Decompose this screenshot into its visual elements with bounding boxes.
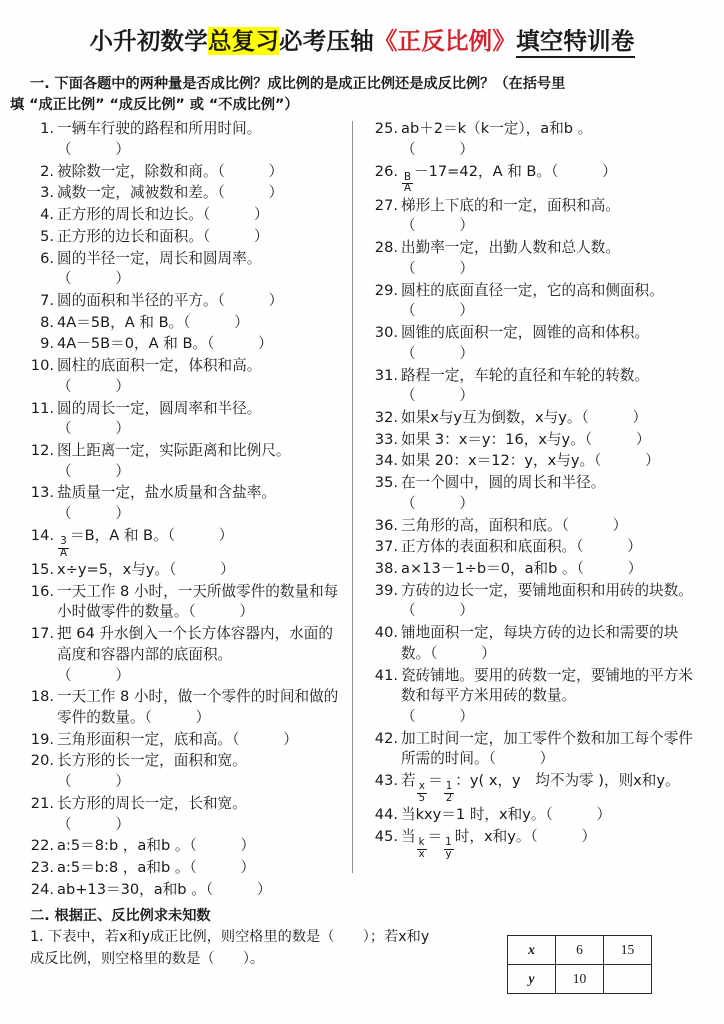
question-body <box>57 227 344 248</box>
fraction-numerator: B <box>404 171 412 183</box>
fraction-denominator: A <box>404 183 411 195</box>
question-number: 21. <box>30 794 54 812</box>
question-number: 31. <box>374 366 398 384</box>
question-text: 圆的周长一定，圆周率和半径。 <box>57 399 262 417</box>
question-body <box>57 483 344 524</box>
question-item <box>30 356 344 397</box>
section2-q1-line1: 1. 下表中，若x和y成正比例，则空格里的数是（ ）；若x和y <box>30 929 430 946</box>
question-item <box>374 666 704 728</box>
question-number: 45. <box>374 828 398 845</box>
question-body <box>401 729 704 770</box>
section2 <box>0 905 724 994</box>
question-body <box>57 313 344 334</box>
question-text: 加工时间一定，加工零件个数和加工每个零件所需的时间。（ ） <box>401 729 693 768</box>
question-item <box>30 162 344 183</box>
question-item <box>374 623 704 664</box>
question-body <box>401 162 704 195</box>
question-body <box>401 516 704 537</box>
question-text: 当kxy＝1 时，x和y。（ ） <box>401 806 612 824</box>
question-text: ab＋2＝k（k一定），a和b 。 <box>401 120 593 138</box>
question-item <box>374 729 704 770</box>
question-number: 35. <box>374 474 398 492</box>
question-number: 29. <box>374 281 398 299</box>
question-text: 4A＝5B，A 和 B。（ ） <box>57 313 249 331</box>
answer-parenthesis: （ ） <box>57 140 130 158</box>
question-number: 6. <box>40 249 54 267</box>
question-text: ＝B，A 和 B。（ ） <box>70 526 234 544</box>
question-item <box>374 771 704 804</box>
question-body <box>57 162 344 183</box>
question-text: 时，x和y。（ ） <box>454 828 597 845</box>
question-number: 19. <box>30 730 54 748</box>
question-body <box>57 687 344 728</box>
question-text: 路程一定，车轮的直径和车轮的转数。 <box>401 366 650 384</box>
question-text: 4A－5B＝0，A 和 B。（ ） <box>57 335 273 353</box>
question-body <box>57 526 344 559</box>
question-number: 39. <box>374 581 398 599</box>
answer-parenthesis: （ ） <box>401 387 474 405</box>
title-red-topic: 《正反比例》 <box>373 27 517 55</box>
question-text: 如果 20：x＝12：y，x与y。（ ） <box>401 452 660 470</box>
question-body <box>401 666 704 728</box>
question-body <box>401 581 704 622</box>
question-text: 把 64 升水倒入一个长方体容器内，水面的高度和容器内部的底面积。 <box>57 625 333 663</box>
question-text: 出勤率一定，出勤人数和总人数。 <box>401 239 620 257</box>
question-number: 12. <box>30 441 54 459</box>
question-item <box>30 205 344 226</box>
question-number: 37. <box>374 538 398 556</box>
question-text: 正方体的表面积和底面积。（ ） <box>401 538 642 556</box>
question-text: 圆锥的底面积一定，圆锥的高和体积。 <box>401 324 650 342</box>
questions-columns <box>0 119 724 901</box>
question-body <box>57 582 344 623</box>
question-number: 20. <box>30 752 54 770</box>
question-body <box>401 451 704 472</box>
fraction <box>444 782 455 804</box>
fraction <box>402 173 413 195</box>
section1-heading <box>0 74 724 115</box>
question-number: 42. <box>374 729 398 747</box>
question-body <box>57 751 344 792</box>
question-number: 5. <box>40 227 54 245</box>
question-item <box>374 516 704 537</box>
table-row-header: x <box>508 936 556 965</box>
table-cell: 15 <box>604 936 652 965</box>
question-body <box>401 323 704 364</box>
section2-heading: 二. 根据正、反比例求未知数 <box>30 908 211 925</box>
question-number: 7. <box>40 291 54 309</box>
question-text: 盐质量一定，盐水质量和含盐率。 <box>57 484 276 502</box>
question-body <box>401 281 704 322</box>
question-item <box>374 805 704 826</box>
question-text: x÷y=5，x与y。（ ） <box>57 560 235 578</box>
fraction-denominator: A <box>60 547 67 559</box>
question-item <box>374 323 704 364</box>
question-body <box>401 238 704 279</box>
question-text: 正方形的周长和边长。（ ） <box>57 206 269 224</box>
question-number: 2. <box>40 162 54 180</box>
question-item <box>30 249 344 290</box>
question-number: 13. <box>30 484 54 502</box>
title-part2: 必考压轴 <box>279 27 374 55</box>
table-cell <box>604 965 652 994</box>
section2-q1-line2: 成反比例，则空格里的数是（ ）。 <box>30 950 265 967</box>
question-item <box>374 162 704 195</box>
question-body <box>57 624 344 686</box>
question-number: 9. <box>40 335 54 353</box>
answer-parenthesis: （ ） <box>401 494 474 512</box>
question-item <box>30 334 344 355</box>
question-text: 铺地面积一定，每块方砖的边长和需要的块数。（ ） <box>401 624 679 662</box>
question-item <box>374 581 704 622</box>
question-item <box>30 794 344 835</box>
question-item <box>30 560 344 581</box>
fraction <box>443 838 454 860</box>
question-number: 16. <box>30 582 54 600</box>
question-body <box>57 291 344 312</box>
question-item <box>374 281 704 322</box>
answer-parenthesis: （ ） <box>401 259 474 277</box>
fraction <box>58 537 69 559</box>
question-item <box>30 624 344 686</box>
section1-heading-line1: 一. 下面各题中的两种量是否成比例？成比例的是成正比例还是成反比例？（在括号里 <box>30 76 566 92</box>
fraction-denominator: 5 <box>418 792 426 804</box>
question-number: 38. <box>374 559 398 577</box>
question-text: 长方形的长一定，面积和宽。 <box>57 752 247 770</box>
answer-parenthesis: （ ） <box>401 344 474 362</box>
question-body <box>401 408 704 429</box>
question-text: 若 <box>401 772 416 790</box>
question-number: 17. <box>30 625 54 643</box>
question-body <box>401 771 704 804</box>
question-number: 34. <box>374 452 398 470</box>
fraction-numerator: k <box>418 837 425 849</box>
page-title <box>0 0 724 62</box>
question-body <box>57 356 344 397</box>
xy-value-table <box>507 935 652 994</box>
question-body <box>401 119 704 160</box>
question-item <box>30 526 344 559</box>
question-item <box>30 751 344 792</box>
question-body <box>57 880 344 901</box>
question-item <box>30 399 344 440</box>
question-item <box>30 687 344 728</box>
answer-parenthesis: （ ） <box>57 270 130 288</box>
question-item <box>30 227 344 248</box>
question-text: 圆的半径一定，周长和圆周率。 <box>57 249 262 267</box>
title-part1: 小升初数学 <box>89 27 208 55</box>
question-number: 40. <box>374 624 398 642</box>
question-body <box>57 794 344 835</box>
question-text: 当 <box>401 828 416 845</box>
question-body <box>401 430 704 451</box>
section2-question-1 <box>30 927 500 970</box>
title-underlined: 填空特训卷 <box>516 27 635 58</box>
question-number: 15. <box>30 560 54 578</box>
question-list-right <box>374 119 704 860</box>
answer-parenthesis: （ ） <box>57 505 130 523</box>
question-text: 圆柱的底面直径一定，它的高和侧面积。（ ） <box>401 281 664 320</box>
fraction-denominator: y <box>445 848 452 860</box>
question-number: 14. <box>30 526 54 544</box>
question-item <box>30 880 344 901</box>
question-text: 圆的面积和半径的平方。（ ） <box>57 291 284 309</box>
question-number: 8. <box>40 313 54 331</box>
table-row <box>508 936 652 965</box>
fraction-denominator: 2 <box>445 792 453 804</box>
question-text: 长方形的周长一定，长和宽。 <box>57 794 247 812</box>
question-body <box>401 537 704 558</box>
fraction <box>417 838 427 860</box>
question-text: 方砖的边长一定，要铺地面积和用砖的块数。（ ） <box>401 581 693 620</box>
question-number: 11. <box>30 399 54 417</box>
section1-heading-line2: 填 “成正比例” “成反比例” 或 “不成比例”） <box>10 96 299 113</box>
question-number: 41. <box>374 666 398 684</box>
answer-parenthesis: （ ） <box>57 462 130 480</box>
question-item <box>374 827 704 860</box>
question-number: 33. <box>374 430 398 448</box>
question-number: 44. <box>374 806 398 824</box>
question-text: 如果x与y互为倒数，x与y。（ ） <box>401 408 648 426</box>
question-number: 3. <box>40 184 54 202</box>
question-number: 27. <box>374 196 398 214</box>
question-body <box>401 623 704 664</box>
answer-parenthesis: （ ） <box>401 708 474 725</box>
fraction-numerator: x <box>418 781 425 793</box>
fraction-numerator: 3 <box>60 536 67 548</box>
question-text: a:5＝8:b ，a和b 。（ ） <box>57 837 256 855</box>
questions-column-right <box>352 119 704 861</box>
question-number: 28. <box>374 239 398 257</box>
answer-parenthesis: （ ） <box>57 420 130 438</box>
question-body <box>57 858 344 879</box>
question-text: 圆柱的底面积一定，体积和高。 <box>57 357 262 375</box>
question-body <box>401 805 704 826</box>
question-body <box>401 366 704 407</box>
question-item <box>374 119 704 160</box>
fraction-numerator: 1 <box>445 837 452 849</box>
question-text: ＝ <box>428 772 443 790</box>
table-row-header: y <box>508 965 556 994</box>
question-item <box>30 441 344 482</box>
question-item <box>374 366 704 407</box>
question-body <box>57 205 344 226</box>
question-body <box>401 473 704 514</box>
question-number: 22. <box>30 837 54 855</box>
question-item <box>30 313 344 334</box>
question-text: 在一个圆中，圆的周长和半径。 <box>401 474 606 492</box>
question-item <box>30 119 344 160</box>
question-item <box>30 291 344 312</box>
question-list-left <box>30 119 344 900</box>
question-text: 图上距离一定，实际距离和比例尺。 <box>57 441 291 459</box>
question-item <box>30 858 344 879</box>
question-item <box>374 537 704 558</box>
question-item <box>374 559 704 580</box>
question-item <box>30 183 344 204</box>
question-item <box>374 430 704 451</box>
question-text: 一天工作 8 小时，一天所做零件的数量和每小时做零件的数量。（ ） <box>57 582 339 621</box>
question-body <box>57 560 344 581</box>
question-text: 梯形上下底的和一定，面积和高。 <box>401 196 620 214</box>
question-text: a:5＝b:8 ，a和b 。（ ） <box>57 859 256 877</box>
question-item <box>30 836 344 857</box>
question-text: 三角形面积一定，底和高。（ ） <box>57 730 298 748</box>
question-text: 被除数一定，除数和商。（ ） <box>57 162 284 180</box>
answer-parenthesis: （ ） <box>57 666 130 684</box>
question-item <box>374 451 704 472</box>
question-text: 三角形的高，面积和底。（ ） <box>401 516 628 534</box>
column-divider <box>352 121 353 873</box>
question-body <box>57 441 344 482</box>
answer-parenthesis: （ ） <box>57 815 130 833</box>
question-number: 1. <box>40 120 54 138</box>
question-body <box>57 730 344 751</box>
question-body <box>57 836 344 857</box>
question-text: 如果 3：x＝y：16，x与y。（ ） <box>401 430 651 448</box>
table-cell: 10 <box>556 965 604 994</box>
answer-parenthesis: （ ） <box>57 377 130 395</box>
question-number: 10. <box>30 357 54 375</box>
question-item <box>30 582 344 623</box>
question-text: 一天工作 8 小时，做一个零件的时间和做的零件的数量。（ ） <box>57 688 339 726</box>
question-number: 23. <box>30 859 54 877</box>
question-text: 瓷砖铺地。要用的砖数一定，要铺地的平方米数和每平方米用砖的数量。 <box>401 666 693 705</box>
question-text: a×13－1÷b＝0，a和b 。（ ） <box>401 559 643 577</box>
question-number: 25. <box>374 120 398 138</box>
question-text: 一辆车行驶的路程和所用时间。 <box>57 120 262 138</box>
question-item <box>30 730 344 751</box>
table-row <box>508 965 652 994</box>
question-number: 43. <box>374 772 398 790</box>
question-text: 减数一定，减被数和差。（ ） <box>57 184 284 202</box>
question-number: 32. <box>374 408 398 426</box>
question-number: 18. <box>30 688 54 706</box>
question-item <box>374 238 704 279</box>
question-number: 24. <box>30 880 54 898</box>
question-body <box>401 559 704 580</box>
question-text: －17=42，A 和 B。（ ） <box>414 162 617 180</box>
question-number: 26. <box>374 162 398 180</box>
question-text: ＝ <box>427 828 443 845</box>
question-body <box>401 196 704 237</box>
question-item <box>374 196 704 237</box>
fraction-numerator: 1 <box>445 781 453 793</box>
fraction-denominator: x <box>418 848 425 860</box>
questions-column-left <box>30 119 352 901</box>
question-body <box>57 249 344 290</box>
question-body <box>57 119 344 160</box>
answer-parenthesis: （ ） <box>401 217 474 235</box>
fraction <box>417 782 428 804</box>
question-body <box>401 827 704 860</box>
title-highlight: 总复习 <box>207 27 280 55</box>
answer-parenthesis: （ ） <box>57 773 130 791</box>
question-body <box>57 183 344 204</box>
answer-parenthesis: （ ） <box>401 140 474 158</box>
question-text: ab+13＝30，a和b 。（ ） <box>57 880 272 898</box>
question-number: 4. <box>40 206 54 224</box>
table-cell: 6 <box>556 936 604 965</box>
question-body <box>57 399 344 440</box>
question-text: 正方形的边长和面积。（ ） <box>57 227 269 245</box>
question-item <box>30 483 344 524</box>
question-item <box>374 473 704 514</box>
question-text: ：y( x，y 均不为零 )，则x和y。 <box>455 772 680 790</box>
question-item <box>374 408 704 429</box>
question-body <box>57 334 344 355</box>
question-number: 36. <box>374 516 398 534</box>
question-number: 30. <box>374 324 398 342</box>
